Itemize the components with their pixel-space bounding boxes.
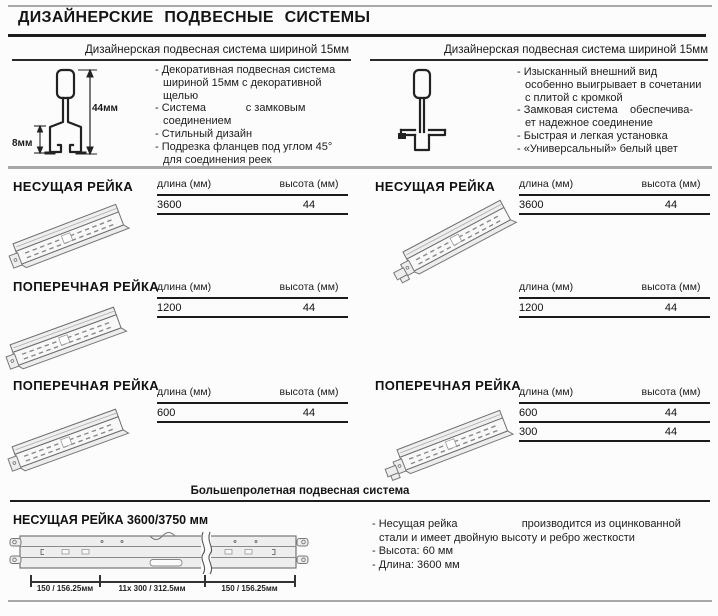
bottom-header-underline [10, 500, 710, 502]
feature-line: стали и имеет двойную высоту и ребро жесткости [379, 531, 635, 544]
table-col-height: высота (мм) [641, 281, 701, 293]
left-system-header: Дизайнерская подвесная система шириной 15мм [85, 44, 350, 56]
dimension-label: 150 / 156.25мм [36, 584, 94, 593]
table-col-length: длина (мм) [157, 281, 212, 293]
feature-line: ет надежное соединение [525, 117, 653, 130]
height-value: 44 [302, 302, 316, 314]
feature-line: особенно выигрывает в сочетании [525, 78, 702, 91]
cross-rail-drawing [388, 392, 512, 474]
feature-line: щелью [163, 89, 199, 102]
feature-line: - Подрезка фланцев под углом 45° [155, 140, 333, 153]
right-profile-cross-section-drawing [393, 62, 467, 162]
right-system-header: Дизайнерская подвесная система шириной 15мм [444, 44, 709, 56]
feature-line: для соединения реек [163, 153, 272, 166]
spec-table [157, 386, 348, 423]
table-row [157, 299, 348, 316]
spec-table [157, 281, 348, 318]
section-heading: ПОПЕРЕЧНАЯ РЕЙКА [13, 279, 160, 294]
dimension-tick [294, 575, 296, 587]
carrier-rail-drawing [393, 184, 513, 276]
dimension-label: 150 / 156.25мм [221, 584, 278, 593]
height-value: 44 [664, 407, 678, 419]
feature-line: - Длина: 3600 мм [372, 558, 460, 571]
feature-line: - Быстрая и легкая установка [517, 129, 668, 142]
feature-line: - Несущая рейка производится из оцинкованной [372, 518, 681, 530]
table-col-length: длина (мм) [157, 386, 212, 398]
dimension-label: 11х 300 / 312.5мм [118, 584, 186, 593]
table-rule [519, 316, 710, 318]
wing-tip-detail [398, 133, 406, 139]
table-col-height: высота (мм) [279, 178, 339, 190]
section-divider-rule [8, 166, 712, 169]
title-underline [8, 34, 706, 37]
length-value: 600 [519, 407, 538, 419]
table-row [157, 196, 348, 213]
spec-table [519, 281, 710, 318]
feature-line: - Замковая система обеспечива- [517, 104, 694, 117]
length-value: 1200 [157, 302, 182, 314]
dimension-line [30, 581, 296, 583]
table-rule [157, 213, 348, 215]
section-heading: НЕСУЩАЯ РЕЙКА [13, 179, 134, 194]
length-value: 600 [157, 407, 176, 419]
right-system-header-underline [370, 59, 708, 61]
long-span-rail-drawing [10, 530, 314, 578]
length-value: 3600 [519, 199, 544, 211]
height-value: 44 [664, 199, 678, 211]
table-row [519, 196, 710, 213]
profile-base-dimension-label: 8мм [12, 138, 33, 149]
height-value: 44 [302, 199, 316, 211]
table-col-length: длина (мм) [519, 386, 574, 398]
feature-line: - Система с замковым [155, 102, 306, 115]
left-system-header-underline [12, 59, 351, 61]
carrier-rail-drawing [8, 190, 124, 266]
spec-table [157, 178, 348, 215]
page-title: ДИЗАЙНЕРСКИЕ ПОДВЕСНЫЕ СИСТЕМЫ [18, 9, 371, 26]
feature-line: - Изысканный внешний вид [517, 66, 658, 78]
bottom-border-rule [8, 600, 712, 602]
table-rule [519, 440, 710, 442]
table-col-height: высота (мм) [279, 386, 339, 398]
cross-rail-drawing [5, 293, 123, 367]
right-feature-list [517, 66, 701, 156]
bottom-section-header: Большепролетная подвесная система [190, 485, 410, 497]
height-value: 44 [664, 302, 678, 314]
feature-line: шириной 15мм с декоративной [163, 76, 322, 89]
cross-rail-drawing [7, 395, 121, 469]
spec-table [519, 178, 710, 215]
length-value: 300 [519, 426, 538, 438]
bottom-feature-list [372, 518, 681, 572]
section-heading: НЕСУЩАЯ РЕЙКА [375, 179, 496, 194]
bottom-rail-heading: НЕСУЩАЯ РЕЙКА 3600/3750 мм [13, 513, 209, 527]
profile-height-dimension-label: 44мм [92, 103, 118, 114]
spec-table [519, 386, 710, 442]
left-feature-list [155, 64, 335, 166]
section-heading: ПОПЕРЕЧНАЯ РЕЙКА [375, 378, 522, 393]
table-col-length: длина (мм) [519, 281, 574, 293]
feature-line: - «Универсальный» белый цвет [517, 142, 678, 155]
table-row [157, 404, 348, 421]
feature-line: - Стильный дизайн [155, 127, 253, 140]
table-col-height: высота (мм) [641, 178, 701, 190]
section-heading: ПОПЕРЕЧНАЯ РЕЙКА [13, 378, 160, 393]
table-col-height: высота (мм) [641, 386, 701, 398]
table-col-length: длина (мм) [519, 178, 574, 190]
feature-line: с плитой с кромкой [525, 91, 623, 104]
height-value: 44 [302, 407, 316, 419]
table-rule [519, 213, 710, 215]
table-row [519, 423, 710, 440]
table-row [519, 404, 710, 421]
table-col-height: высота (мм) [279, 281, 339, 293]
feature-line: - Высота: 60 мм [372, 545, 454, 557]
top-border-rule [8, 5, 712, 7]
feature-line: - Декоративная подвесная система [155, 64, 336, 76]
height-value: 44 [664, 426, 678, 438]
length-value: 3600 [157, 199, 182, 211]
length-value: 1200 [519, 302, 544, 314]
table-rule [157, 421, 348, 423]
table-col-length: длина (мм) [157, 178, 212, 190]
table-row [519, 299, 710, 316]
table-rule [157, 316, 348, 318]
feature-line: соединением [163, 115, 232, 128]
